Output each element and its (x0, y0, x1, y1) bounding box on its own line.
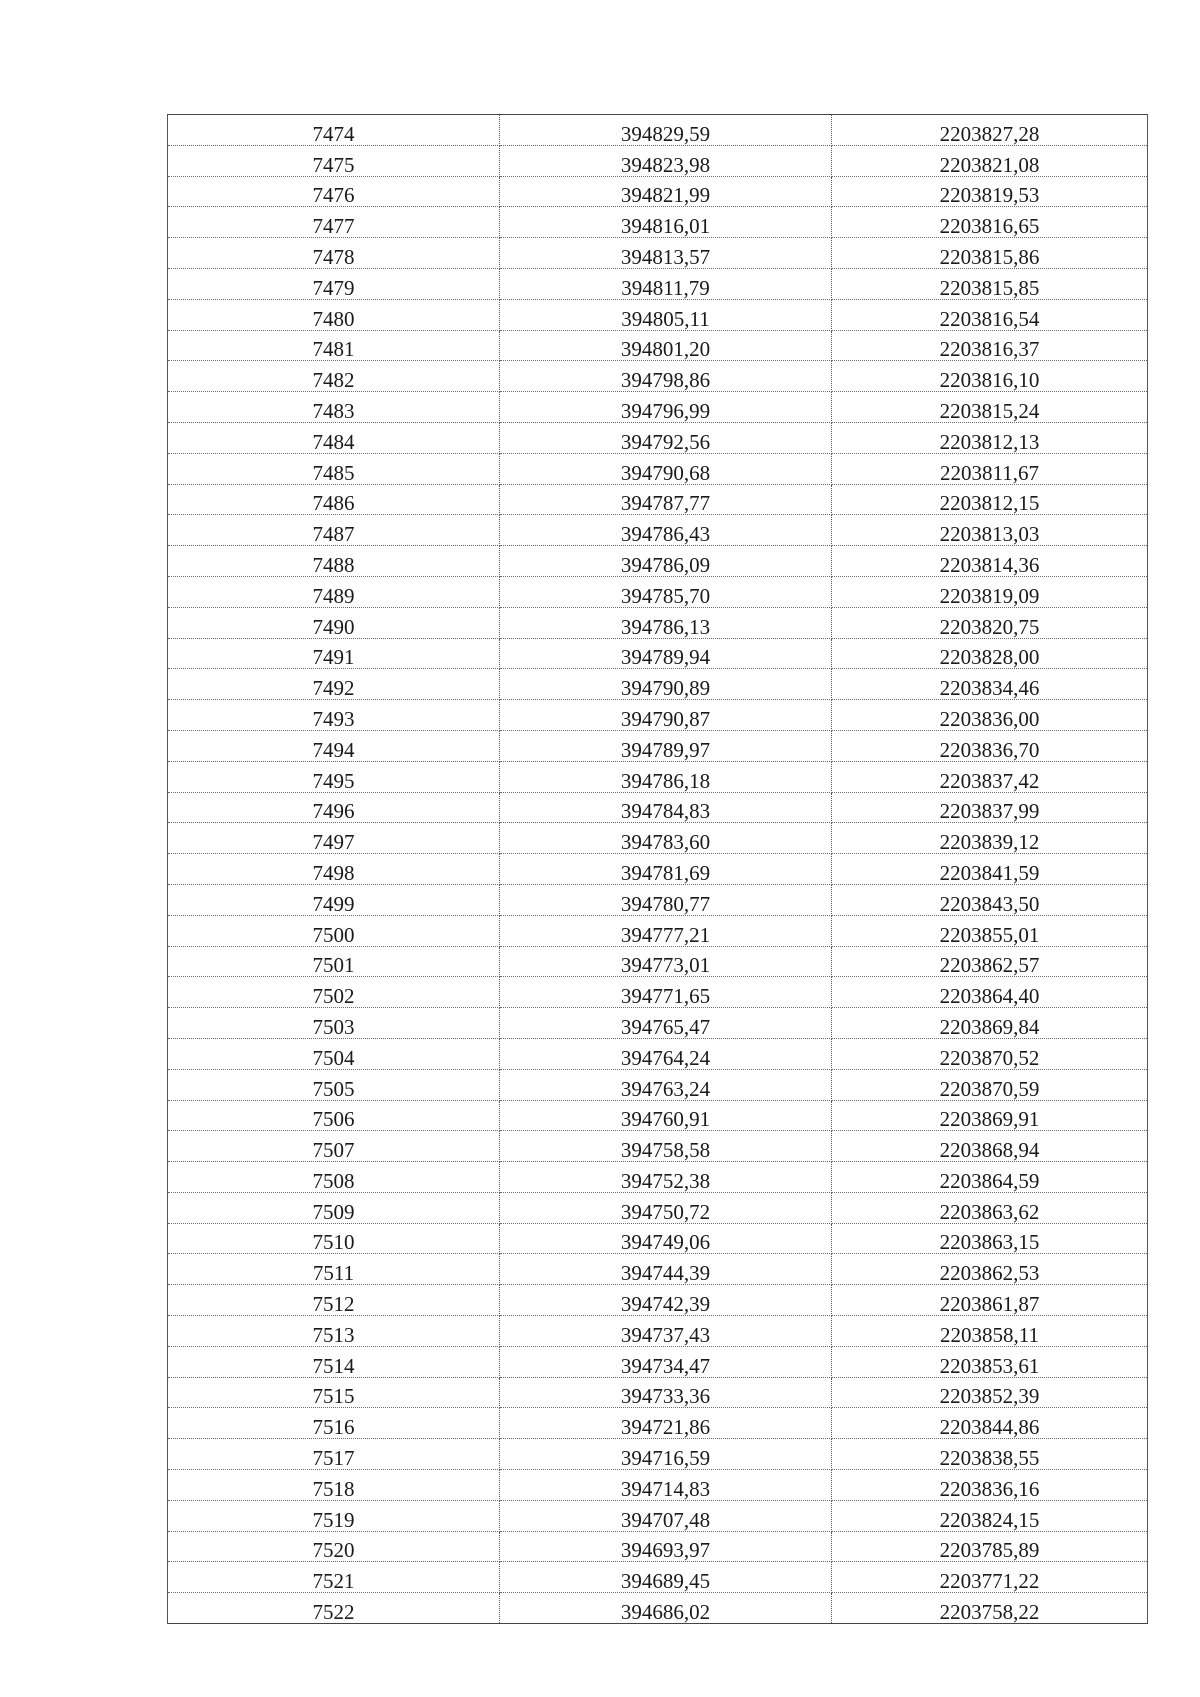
x-coordinate-cell: 394773,01 (500, 946, 832, 977)
x-coordinate-cell: 394789,94 (500, 638, 832, 669)
table-row (168, 730, 1148, 761)
y-coordinate-cell: 2203844,86 (832, 1408, 1148, 1439)
table-row (168, 1038, 1148, 1069)
y-coordinate-cell: 2203869,91 (832, 1100, 1148, 1131)
point-number-cell: 7480 (168, 299, 500, 330)
table-row (168, 700, 1148, 731)
x-coordinate-cell: 394786,43 (500, 515, 832, 546)
point-number-cell: 7509 (168, 1192, 500, 1223)
y-coordinate-cell: 2203838,55 (832, 1439, 1148, 1470)
x-coordinate-cell: 394744,39 (500, 1254, 832, 1285)
y-coordinate-cell: 2203869,84 (832, 1008, 1148, 1039)
table-row (168, 761, 1148, 792)
table-row (168, 1470, 1148, 1501)
point-number-cell: 7514 (168, 1346, 500, 1377)
x-coordinate-cell: 394783,60 (500, 823, 832, 854)
x-coordinate-cell: 394721,86 (500, 1408, 832, 1439)
x-coordinate-cell: 394760,91 (500, 1100, 832, 1131)
table-row (168, 515, 1148, 546)
table-row (168, 1285, 1148, 1316)
y-coordinate-cell: 2203812,15 (832, 484, 1148, 515)
x-coordinate-cell: 394811,79 (500, 268, 832, 299)
table-row (168, 1377, 1148, 1408)
y-coordinate-cell: 2203785,89 (832, 1531, 1148, 1562)
x-coordinate-cell: 394780,77 (500, 884, 832, 915)
table-row (168, 1531, 1148, 1562)
y-coordinate-cell: 2203811,67 (832, 453, 1148, 484)
point-number-cell: 7504 (168, 1038, 500, 1069)
y-coordinate-cell: 2203836,00 (832, 700, 1148, 731)
x-coordinate-cell: 394785,70 (500, 576, 832, 607)
point-number-cell: 7502 (168, 977, 500, 1008)
table-row (168, 115, 1148, 146)
point-number-cell: 7500 (168, 915, 500, 946)
table-row (168, 792, 1148, 823)
point-number-cell: 7492 (168, 669, 500, 700)
x-coordinate-cell: 394801,20 (500, 330, 832, 361)
table-row (168, 638, 1148, 669)
point-number-cell: 7513 (168, 1316, 500, 1347)
x-coordinate-cell: 394734,47 (500, 1346, 832, 1377)
point-number-cell: 7515 (168, 1377, 500, 1408)
y-coordinate-cell: 2203864,59 (832, 1162, 1148, 1193)
x-coordinate-cell: 394749,06 (500, 1223, 832, 1254)
point-number-cell: 7485 (168, 453, 500, 484)
table-row (168, 823, 1148, 854)
point-number-cell: 7512 (168, 1285, 500, 1316)
table-row (168, 268, 1148, 299)
point-number-cell: 7510 (168, 1223, 500, 1254)
x-coordinate-cell: 394805,11 (500, 299, 832, 330)
y-coordinate-cell: 2203839,12 (832, 823, 1148, 854)
table-row (168, 361, 1148, 392)
x-coordinate-cell: 394686,02 (500, 1593, 832, 1624)
x-coordinate-cell: 394790,89 (500, 669, 832, 700)
y-coordinate-cell: 2203837,42 (832, 761, 1148, 792)
table-row (168, 854, 1148, 885)
point-number-cell: 7517 (168, 1439, 500, 1470)
y-coordinate-cell: 2203812,13 (832, 422, 1148, 453)
y-coordinate-cell: 2203858,11 (832, 1316, 1148, 1347)
y-coordinate-cell: 2203864,40 (832, 977, 1148, 1008)
x-coordinate-cell: 394784,83 (500, 792, 832, 823)
y-coordinate-cell: 2203815,86 (832, 238, 1148, 269)
x-coordinate-cell: 394798,86 (500, 361, 832, 392)
x-coordinate-cell: 394790,87 (500, 700, 832, 731)
table-row (168, 299, 1148, 330)
point-number-cell: 7519 (168, 1500, 500, 1531)
point-number-cell: 7505 (168, 1069, 500, 1100)
table-row (168, 392, 1148, 423)
table-row (168, 422, 1148, 453)
point-number-cell: 7503 (168, 1008, 500, 1039)
table-row (168, 546, 1148, 577)
table-row (168, 1223, 1148, 1254)
x-coordinate-cell: 394742,39 (500, 1285, 832, 1316)
y-coordinate-cell: 2203816,37 (832, 330, 1148, 361)
x-coordinate-cell: 394693,97 (500, 1531, 832, 1562)
y-coordinate-cell: 2203862,57 (832, 946, 1148, 977)
x-coordinate-cell: 394823,98 (500, 145, 832, 176)
x-coordinate-cell: 394789,97 (500, 730, 832, 761)
x-coordinate-cell: 394781,69 (500, 854, 832, 885)
point-number-cell: 7484 (168, 422, 500, 453)
table-row (168, 1100, 1148, 1131)
y-coordinate-cell: 2203815,24 (832, 392, 1148, 423)
point-number-cell: 7516 (168, 1408, 500, 1439)
y-coordinate-cell: 2203862,53 (832, 1254, 1148, 1285)
point-number-cell: 7487 (168, 515, 500, 546)
table-row (168, 1131, 1148, 1162)
y-coordinate-cell: 2203870,59 (832, 1069, 1148, 1100)
table-row (168, 1008, 1148, 1039)
y-coordinate-cell: 2203828,00 (832, 638, 1148, 669)
point-number-cell: 7481 (168, 330, 500, 361)
coordinates-table-body (168, 115, 1148, 1624)
y-coordinate-cell: 2203843,50 (832, 884, 1148, 915)
x-coordinate-cell: 394716,59 (500, 1439, 832, 1470)
point-number-cell: 7489 (168, 576, 500, 607)
point-number-cell: 7511 (168, 1254, 500, 1285)
point-number-cell: 7479 (168, 268, 500, 299)
x-coordinate-cell: 394764,24 (500, 1038, 832, 1069)
y-coordinate-cell: 2203836,16 (832, 1470, 1148, 1501)
x-coordinate-cell: 394771,65 (500, 977, 832, 1008)
point-number-cell: 7475 (168, 145, 500, 176)
point-number-cell: 7490 (168, 607, 500, 638)
x-coordinate-cell: 394829,59 (500, 115, 832, 146)
table-row (168, 884, 1148, 915)
table-row (168, 1162, 1148, 1193)
x-coordinate-cell: 394790,68 (500, 453, 832, 484)
y-coordinate-cell: 2203852,39 (832, 1377, 1148, 1408)
y-coordinate-cell: 2203821,08 (832, 145, 1148, 176)
table-row (168, 207, 1148, 238)
y-coordinate-cell: 2203853,61 (832, 1346, 1148, 1377)
x-coordinate-cell: 394816,01 (500, 207, 832, 238)
point-number-cell: 7499 (168, 884, 500, 915)
y-coordinate-cell: 2203861,87 (832, 1285, 1148, 1316)
point-number-cell: 7501 (168, 946, 500, 977)
table-row (168, 1500, 1148, 1531)
table-row (168, 1316, 1148, 1347)
x-coordinate-cell: 394813,57 (500, 238, 832, 269)
point-number-cell: 7508 (168, 1162, 500, 1193)
point-number-cell: 7493 (168, 700, 500, 731)
x-coordinate-cell: 394786,09 (500, 546, 832, 577)
point-number-cell: 7477 (168, 207, 500, 238)
coordinates-table (167, 114, 1148, 1624)
y-coordinate-cell: 2203824,15 (832, 1500, 1148, 1531)
y-coordinate-cell: 2203837,99 (832, 792, 1148, 823)
x-coordinate-cell: 394714,83 (500, 1470, 832, 1501)
table-row (168, 576, 1148, 607)
y-coordinate-cell: 2203868,94 (832, 1131, 1148, 1162)
y-coordinate-cell: 2203841,59 (832, 854, 1148, 885)
x-coordinate-cell: 394787,77 (500, 484, 832, 515)
point-number-cell: 7495 (168, 761, 500, 792)
table-row (168, 946, 1148, 977)
point-number-cell: 7491 (168, 638, 500, 669)
point-number-cell: 7521 (168, 1562, 500, 1593)
table-row (168, 484, 1148, 515)
table-row (168, 176, 1148, 207)
table-row (168, 1346, 1148, 1377)
table-row (168, 915, 1148, 946)
table-row (168, 1593, 1148, 1624)
y-coordinate-cell: 2203820,75 (832, 607, 1148, 638)
x-coordinate-cell: 394752,38 (500, 1162, 832, 1193)
point-number-cell: 7476 (168, 176, 500, 207)
table-row (168, 1069, 1148, 1100)
y-coordinate-cell: 2203827,28 (832, 115, 1148, 146)
table-row (168, 977, 1148, 1008)
y-coordinate-cell: 2203819,09 (832, 576, 1148, 607)
point-number-cell: 7497 (168, 823, 500, 854)
y-coordinate-cell: 2203863,62 (832, 1192, 1148, 1223)
x-coordinate-cell: 394786,13 (500, 607, 832, 638)
point-number-cell: 7507 (168, 1131, 500, 1162)
x-coordinate-cell: 394750,72 (500, 1192, 832, 1223)
point-number-cell: 7518 (168, 1470, 500, 1501)
x-coordinate-cell: 394707,48 (500, 1500, 832, 1531)
y-coordinate-cell: 2203870,52 (832, 1038, 1148, 1069)
point-number-cell: 7522 (168, 1593, 500, 1624)
x-coordinate-cell: 394765,47 (500, 1008, 832, 1039)
table-row (168, 453, 1148, 484)
y-coordinate-cell: 2203863,15 (832, 1223, 1148, 1254)
point-number-cell: 7488 (168, 546, 500, 577)
point-number-cell: 7482 (168, 361, 500, 392)
x-coordinate-cell: 394821,99 (500, 176, 832, 207)
point-number-cell: 7506 (168, 1100, 500, 1131)
point-number-cell: 7520 (168, 1531, 500, 1562)
point-number-cell: 7498 (168, 854, 500, 885)
y-coordinate-cell: 2203819,53 (832, 176, 1148, 207)
table-row (168, 1408, 1148, 1439)
y-coordinate-cell: 2203816,10 (832, 361, 1148, 392)
y-coordinate-cell: 2203855,01 (832, 915, 1148, 946)
table-row (168, 669, 1148, 700)
table-row (168, 330, 1148, 361)
x-coordinate-cell: 394689,45 (500, 1562, 832, 1593)
y-coordinate-cell: 2203834,46 (832, 669, 1148, 700)
x-coordinate-cell: 394733,36 (500, 1377, 832, 1408)
table-row (168, 607, 1148, 638)
table-row (168, 1562, 1148, 1593)
y-coordinate-cell: 2203814,36 (832, 546, 1148, 577)
table-row (168, 1192, 1148, 1223)
table-row (168, 145, 1148, 176)
x-coordinate-cell: 394792,56 (500, 422, 832, 453)
point-number-cell: 7478 (168, 238, 500, 269)
x-coordinate-cell: 394796,99 (500, 392, 832, 423)
y-coordinate-cell: 2203816,54 (832, 299, 1148, 330)
y-coordinate-cell: 2203815,85 (832, 268, 1148, 299)
x-coordinate-cell: 394737,43 (500, 1316, 832, 1347)
point-number-cell: 7486 (168, 484, 500, 515)
x-coordinate-cell: 394777,21 (500, 915, 832, 946)
x-coordinate-cell: 394763,24 (500, 1069, 832, 1100)
y-coordinate-cell: 2203813,03 (832, 515, 1148, 546)
y-coordinate-cell: 2203816,65 (832, 207, 1148, 238)
point-number-cell: 7474 (168, 115, 500, 146)
table-row (168, 1439, 1148, 1470)
y-coordinate-cell: 2203758,22 (832, 1593, 1148, 1624)
point-number-cell: 7483 (168, 392, 500, 423)
table-row (168, 238, 1148, 269)
x-coordinate-cell: 394786,18 (500, 761, 832, 792)
x-coordinate-cell: 394758,58 (500, 1131, 832, 1162)
y-coordinate-cell: 2203771,22 (832, 1562, 1148, 1593)
y-coordinate-cell: 2203836,70 (832, 730, 1148, 761)
point-number-cell: 7494 (168, 730, 500, 761)
point-number-cell: 7496 (168, 792, 500, 823)
table-row (168, 1254, 1148, 1285)
